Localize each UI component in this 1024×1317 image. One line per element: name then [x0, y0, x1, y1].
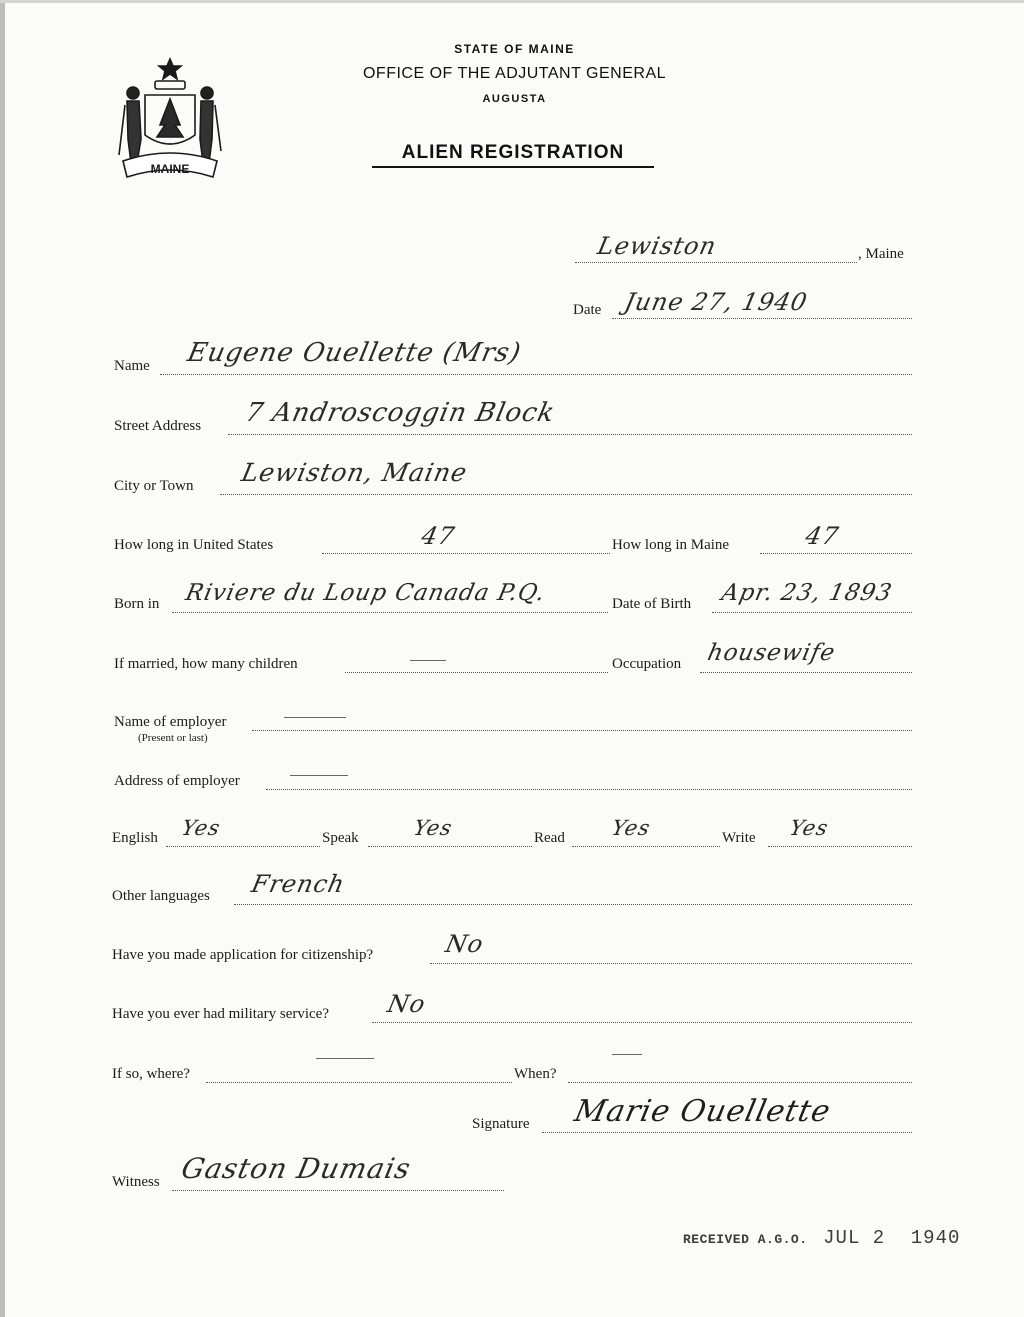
town-line [575, 262, 857, 263]
street-address-line [228, 434, 912, 435]
citizenship-label: Have you made application for citizenship? [112, 947, 374, 963]
stamp-month-day: JUL 2 [823, 1227, 886, 1249]
witness-entry: Gaston Dumais [178, 1152, 415, 1185]
signature-label: Signature [472, 1116, 530, 1132]
english-entry: Yes [179, 816, 223, 840]
city-or-town-label: City or Town [114, 478, 194, 494]
other-languages-entry: French [249, 870, 348, 898]
employer-address-label: Address of employer [114, 773, 240, 789]
name-line [160, 374, 912, 375]
military-label: Have you ever had military service? [112, 1006, 329, 1022]
employer-address-dash [290, 775, 348, 776]
english-label: English [112, 830, 158, 846]
married-children-line [345, 672, 608, 673]
form-title: ALIEN REGISTRATION [372, 142, 654, 168]
town-entry: Lewiston [595, 232, 720, 260]
witness-line [172, 1190, 504, 1191]
occupation-label: Occupation [612, 656, 682, 672]
write-entry: Yes [787, 816, 831, 840]
born-in-label: Born in [114, 596, 160, 612]
employer-name-line [252, 730, 912, 731]
how-long-maine-label: How long in Maine [612, 537, 730, 553]
how-long-maine-entry: 47 [803, 522, 842, 550]
signature-entry: Marie Ouellette [571, 1094, 835, 1129]
street-address-label: Street Address [114, 418, 202, 434]
header-city: AUGUSTA [482, 93, 547, 105]
other-languages-line [234, 904, 912, 905]
stamp-year: 1940 [910, 1227, 961, 1249]
town-suffix-label: , Maine [858, 246, 904, 262]
when-line [568, 1082, 912, 1083]
speak-label: Speak [322, 830, 359, 846]
witness-label: Witness [112, 1174, 160, 1190]
military-entry: No [385, 990, 429, 1018]
citizenship-line [430, 963, 912, 964]
city-or-town-line [220, 494, 912, 495]
write-line [768, 846, 912, 847]
signature-line [542, 1132, 912, 1133]
street-address-entry: 7 Androscoggin Block [242, 398, 558, 428]
if-so-where-line [206, 1082, 512, 1083]
read-label: Read [534, 830, 565, 846]
header-state: STATE OF MAINE [454, 42, 575, 56]
write-label: Write [722, 830, 756, 846]
scan-edge-top [0, 0, 1024, 3]
date-of-birth-entry: Apr. 23, 1893 [719, 580, 895, 606]
header-office: OFFICE OF THE ADJUTANT GENERAL [362, 65, 667, 82]
if-so-where-label: If so, where? [112, 1066, 190, 1082]
stamp-text: RECEIVED A.G.O. [683, 1232, 808, 1247]
scan-edge-left [0, 0, 5, 1317]
how-long-us-entry: 47 [419, 522, 458, 550]
date-of-birth-label: Date of Birth [612, 596, 692, 612]
married-children-label: If married, how many children [114, 656, 298, 672]
married-children-dash [410, 660, 446, 661]
speak-line [368, 846, 532, 847]
how-long-us-label: How long in United States [114, 537, 274, 553]
employer-name-dash [284, 717, 346, 718]
military-line [372, 1022, 912, 1023]
date-label: Date [573, 302, 602, 318]
occupation-line [700, 672, 912, 673]
name-label: Name [114, 358, 150, 374]
svg-text:MAINE: MAINE [150, 162, 190, 176]
city-or-town-entry: Lewiston, Maine [238, 458, 471, 487]
received-stamp [683, 1227, 960, 1249]
date-line [612, 318, 912, 319]
date-entry: June 27, 1940 [622, 288, 811, 316]
citizenship-entry: No [443, 930, 487, 958]
born-in-entry: Riviere du Loup Canada P.Q. [183, 580, 548, 606]
english-line [166, 846, 320, 847]
employer-name-label: Name of employer [114, 714, 227, 730]
when-dash [612, 1054, 642, 1055]
how-long-maine-line [760, 553, 912, 554]
employer-address-line [266, 789, 912, 790]
date-of-birth-line [712, 612, 912, 613]
born-in-line [172, 612, 608, 613]
read-entry: Yes [609, 816, 653, 840]
when-label: When? [514, 1066, 557, 1082]
employer-note-label: (Present or last) [138, 732, 208, 744]
other-languages-label: Other languages [112, 888, 210, 904]
name-entry: Eugene Ouellette (Mrs) [184, 338, 525, 368]
if-so-where-dash [316, 1058, 374, 1059]
speak-entry: Yes [411, 816, 455, 840]
occupation-entry: housewife [705, 640, 838, 666]
read-line [572, 846, 720, 847]
how-long-us-line [322, 553, 610, 554]
maine-state-seal [115, 55, 225, 183]
